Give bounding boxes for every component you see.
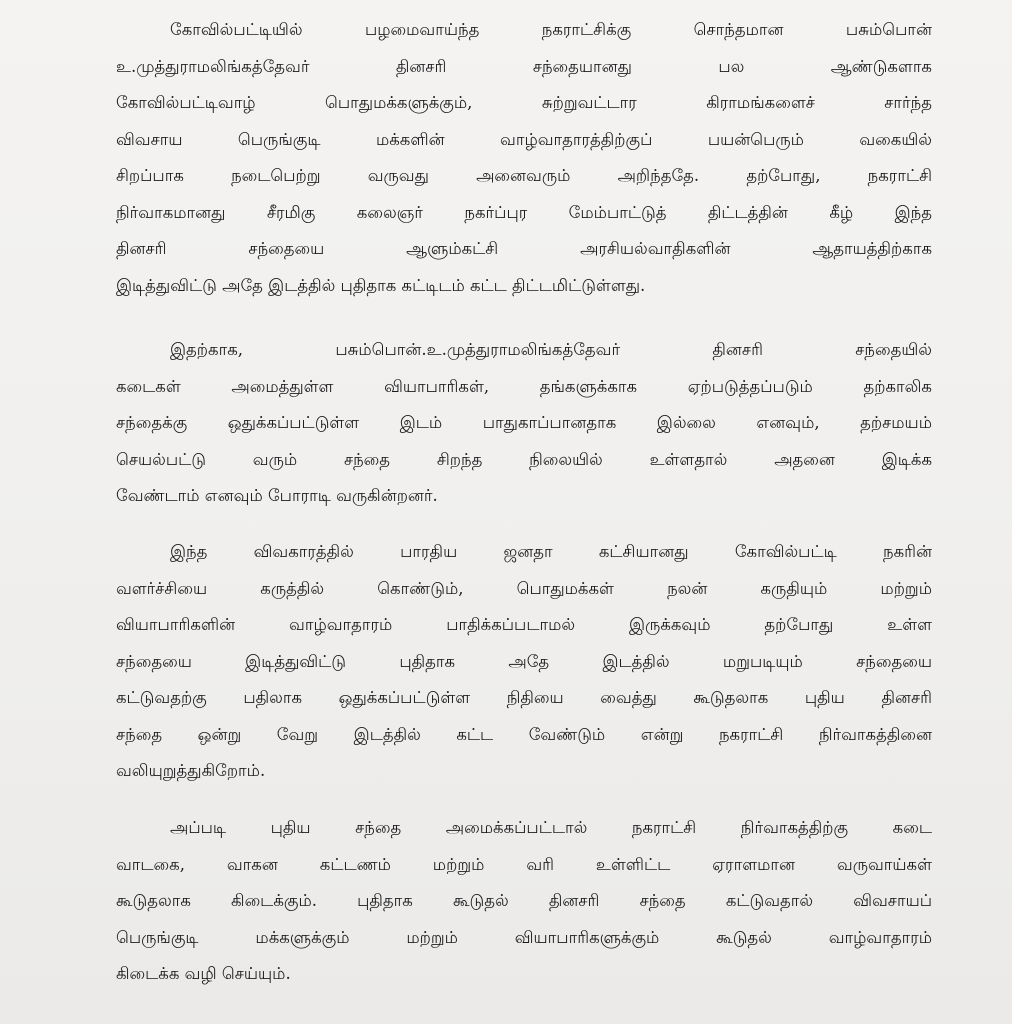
text-line: வேண்டாம் எனவும் போராடி வருகின்றனர். bbox=[116, 486, 438, 505]
text-line: சிறப்பாக நடைபெற்று வருவது அனைவரும் அறிந்ததே. தற்போது, நகராட்சி bbox=[116, 166, 932, 185]
text-line: வியாபாரிகளின் வாழ்வாதாரம் பாதிக்கப்படாமல் இருக்கவும் தற்போது உள்ள bbox=[116, 615, 932, 634]
paragraph-4 bbox=[116, 810, 932, 993]
text-line: நிர்வாகமானது சீரமிகு கலைஞர் நகர்ப்புர மேம்பாட்டுத் திட்டத்தின் கீழ் இந்த bbox=[116, 202, 932, 222]
text-line: வளர்ச்சியை கருத்தில் கொண்டும், பொதுமக்கள் நலன் கருதியும் மற்றும் bbox=[116, 578, 932, 598]
text-line: விவசாய பெருங்குடி மக்களின் வாழ்வாதாரத்திற்குப் பயன்பெரும் வகையில் bbox=[116, 129, 932, 149]
text-line: வலியுறுத்துகிறோம். bbox=[116, 761, 266, 780]
paragraph-2 bbox=[116, 332, 932, 515]
paragraph-1 bbox=[116, 12, 932, 304]
text-line: வாடகை, வாகன கட்டணம் மற்றும் வரி உள்ளிட்ட ஏராளமான வருவாய்கள் bbox=[116, 854, 932, 874]
text-line: கூடுதலாக கிடைக்கும். புதிதாக கூடுதல் தினசரி சந்தை கட்டுவதால் விவசாயப் bbox=[116, 891, 932, 910]
text-line: சந்தையை இடித்துவிட்டு புதிதாக அதே இடத்தில் மறுபடியும் சந்தையை bbox=[116, 651, 932, 671]
text-line: சந்தைக்கு ஒதுக்கப்பட்டுள்ள இடம் பாதுகாப்பானதாக இல்லை எனவும், தற்சமயம் bbox=[116, 413, 932, 432]
text-line: கோவில்பட்டிவாழ் பொதுமக்களுக்கும், சுற்றுவட்டார கிராமங்களைச் சார்ந்த bbox=[116, 93, 932, 112]
paragraph-3 bbox=[116, 534, 932, 790]
text-line: கிடைக்க வழி செய்யும். bbox=[116, 964, 291, 983]
text-line: கட்டுவதற்கு பதிலாக ஒதுக்கப்பட்டுள்ள நிதியை வைத்து கூடுதலாக புதிய தினசரி bbox=[116, 688, 932, 707]
text-line: தினசரி சந்தையை ஆளும்கட்சி அரசியல்வாதிகளின் ஆதாயத்திற்காக bbox=[116, 239, 932, 258]
text-line: சந்தை ஒன்று வேறு இடத்தில் கட்ட வேண்டும் என்று நகராட்சி நிர்வாகத்தினை bbox=[116, 724, 932, 744]
text-line: இடித்துவிட்டு அதே இடத்தில் புதிதாக கட்டிடம் கட்ட திட்டமிட்டுள்ளது. bbox=[116, 275, 646, 295]
text-line: இந்த விவகாரத்தில் பாரதிய ஜனதா கட்சியானது கோவில்பட்டி நகரின் bbox=[170, 542, 932, 561]
text-line: அப்படி புதிய சந்தை அமைக்கப்பட்டால் நகராட்சி நிர்வாகத்திற்கு கடை bbox=[170, 818, 932, 837]
text-line: செயல்பட்டு வரும் சந்தை சிறந்த நிலையில் உள்ளதால் அதனை இடிக்க bbox=[116, 449, 932, 469]
text-line: கடைகள் அமைத்துள்ள வியாபாரிகள், தங்களுக்காக ஏற்படுத்தப்படும் தற்காலிக bbox=[116, 376, 932, 396]
text-line: கோவில்பட்டியில் பழமைவாய்ந்த நகராட்சிக்கு சொந்தமான பசும்பொன் bbox=[170, 20, 932, 39]
text-line: உ.முத்துராமலிங்கத்தேவர் தினசரி சந்தையானது பல ஆண்டுகளாக bbox=[116, 56, 932, 76]
text-line: பெருங்குடி மக்களுக்கும் மற்றும் வியாபாரிகளுக்கும் கூடுதல் வாழ்வாதாரம் bbox=[116, 927, 932, 947]
text-line: இதற்காக, பசும்பொன்.உ.முத்துராமலிங்கத்தேவர் தினசரி சந்தையில் bbox=[170, 340, 932, 359]
